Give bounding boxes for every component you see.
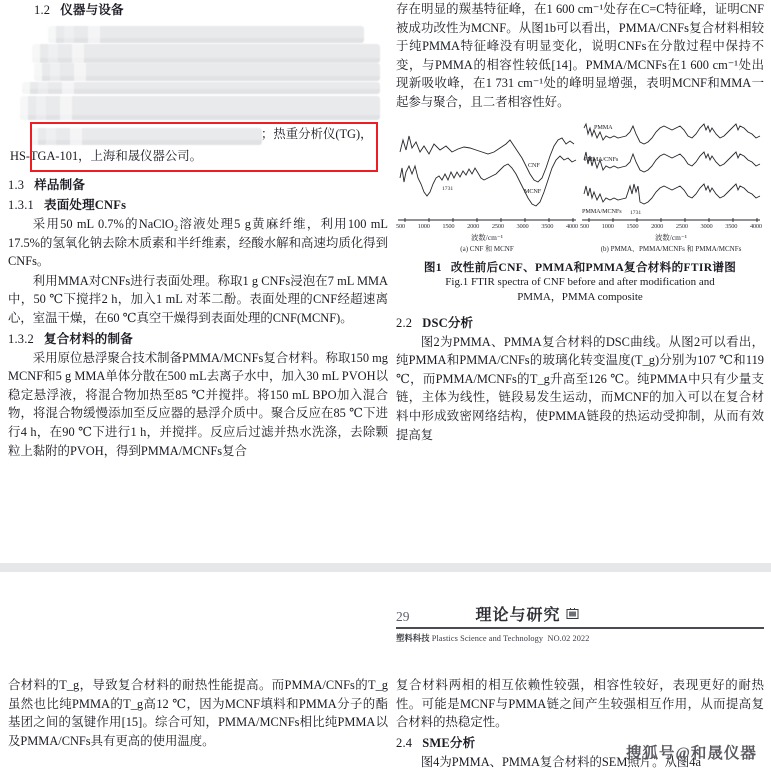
highlighted-instrument-line: HS-TGA-101，上海和晟仪器公司。 — [10, 149, 203, 163]
running-head-row — [396, 602, 764, 627]
heading-1-2-title: 仪器与设备 — [60, 3, 124, 17]
heading-1-3-2-title: 复合材料的制备 — [44, 331, 133, 346]
heading-1-3-2-number: 1.3.2 — [8, 331, 34, 346]
paragraph-1-3-2-a: 采用原位悬浮聚合技术制备PMMA/MCNFs复合材料。称取150 mg MCNF和5 g MMA单体分散在500 mL去离子水中，加入30 mL PVOH以稳定悬浮液，将混合物加热至85 ℃并搅拌。将150 mL BPO加入混合物，将混合物缓慢添加至反应器的悬浮介质中。聚合反应在85 ℃下进行4 h，在90 ℃下进行1 h，并搅拌。反应后过滤并热水洗涤，去除颗粒上黏附的PVOH，得到PMMA/MCNFs复合 — [8, 350, 388, 458]
paragraph-bottom-left: 合材料的T_g，导致复合材料的耐热性能提高。而PMMA/CNFs的T_g虽然也比纯PMMA的T_g高12 ℃，因为MCNF填料和PMMA分子的酯基团之间的氢键作用[15]。综合可知，PMMA/MCNFs相比纯PMMA以及PMMA/CNFs具有更高的使用温度。 — [8, 678, 388, 748]
curve-label-pmma: PMMA — [594, 123, 613, 131]
running-head-title-text: 理论与研究 — [475, 607, 561, 624]
figure-1-caption — [396, 259, 764, 305]
figure-1 — [396, 122, 764, 305]
x-axis-ticks-a — [396, 223, 578, 230]
tick-b-1: 1000 — [601, 222, 614, 230]
tick-a-3: 2000 — [467, 222, 480, 230]
heading-2-4-number: 2.4 — [396, 735, 413, 750]
right-column-top — [396, 0, 764, 444]
journal-name-en: Plastics Science and Technology — [431, 633, 544, 643]
left-column-bottom — [8, 676, 388, 750]
mosaic-band-1 — [48, 26, 364, 43]
x-axis-title-b: 波数/cm⁻¹ — [655, 232, 687, 242]
x-axis-ticks-b — [580, 223, 762, 230]
curve-label-cnf: CNF — [528, 161, 540, 169]
heading-1-2 — [34, 0, 388, 18]
tick-a-0: 500 — [396, 222, 405, 230]
tick-a-6: 3500 — [541, 222, 554, 230]
heading-2-4-title: SME分析 — [422, 735, 476, 750]
running-head — [396, 602, 764, 644]
running-head-title — [476, 602, 579, 625]
mosaic-band-5 — [20, 96, 380, 120]
x-axis-title-a: 波数/cm⁻¹ — [471, 232, 503, 242]
heading-1-3-title: 样品制备 — [34, 178, 86, 192]
heading-1-3 — [8, 175, 388, 193]
paragraph-ftir-discussion: 存在明显的羰基特征峰，在1 600 cm⁻¹处存在C=C特征峰，证明CNF被成功改性为MCNF。从图1b可以看出，PMMA/CNFs复合材料相较于纯PMMA特征峰没有明显变化，说明CNFs在分散过程中保持不变，与PMMA的相容性较低[14]。PMMA/MCNFs在1 600 cm⁻¹处出现新吸收峰，在1 731 cm⁻¹处的峰明显增强，表明MCNF和MMA一起参与聚合，且二者相容性好。 — [396, 2, 764, 109]
heading-1-3-1 — [8, 195, 388, 213]
mosaic-band-3 — [34, 63, 380, 81]
axis-line-a — [396, 218, 578, 222]
tick-a-1: 1000 — [417, 222, 430, 230]
paragraph-2-4-a: 图4为PMMA、PMMA复合材料的SEM照片。从图4a — [420, 754, 701, 769]
mosaic-band-2 — [32, 44, 380, 63]
mosaic-band-4 — [22, 82, 380, 94]
figure-1-panel-a — [396, 122, 578, 254]
watermark: 搜狐号@和晟仪器 — [626, 745, 757, 762]
heading-2-2-number: 2.2 — [396, 315, 413, 330]
redacted-tail-text: ；热重分析仪(TG)， — [261, 127, 373, 141]
paragraph-bottom-right: 复合材料两相的相互依赖性较强，相容性较好，表现更好的耐热性。可能是MCNF与PMMA链之间产生较强相互作用，从而提高复合材料的热稳定性。 — [396, 678, 764, 730]
panel-caption-a: (a) CNF 和 MCNF — [460, 244, 514, 253]
peak-label-1731-b: 1731 — [630, 209, 642, 216]
redacted-instrument-list — [8, 20, 388, 124]
journal-name-cn: 塑料科技 — [396, 633, 430, 643]
tick-b-5: 3000 — [700, 222, 713, 230]
curve-label-mcnf: MCNF — [524, 187, 542, 195]
heading-1-3-1-title: 表面处理CNFs — [44, 198, 127, 212]
tick-a-2: 1500 — [442, 222, 455, 230]
journal-issue: NO.02 2022 — [547, 633, 590, 643]
figure-1-caption-en-line2: PMMA，PMMA composite — [517, 290, 643, 303]
heading-2-2 — [396, 313, 764, 331]
paragraph-2-2-a: 图2为PMMA、PMMA复合材料的DSC曲线。从图2可以看出，纯PMMA和PMMA/CNFs的玻璃化转变温度(T_g)分别为107 ℃和119 ℃，而PMMA/MCNFs的T_g升高至126 ℃。纯PMMA中只有少量支链，主体为线性，链段易发生运动，而MCNF的加入可以在复合材料中形成致密网络结构，使PMMA链段的热运动受抑制，从而有效提高复 — [396, 334, 764, 442]
curve-label-pmma-cnfs: PMMA/CNFs — [584, 155, 619, 163]
page-number: 29 — [396, 609, 410, 624]
tick-a-4: 2500 — [491, 222, 504, 230]
tick-b-2: 1500 — [626, 222, 639, 230]
heading-1-2-number: 1.2 — [34, 3, 51, 17]
page-divider — [0, 563, 771, 572]
ftir-plot-b — [580, 122, 762, 218]
heading-1-3-number: 1.3 — [8, 178, 25, 192]
journal-logo-icon — [566, 607, 579, 620]
figure-1-panels — [396, 122, 764, 254]
highlighted-region — [8, 124, 388, 176]
mosaic-band-6 — [30, 128, 262, 145]
tick-b-6: 3500 — [725, 222, 738, 230]
figure-1-caption-cn-text: 改性前后CNF、PMMA和PMMA复合材料的FTIR谱图 — [450, 260, 737, 274]
figure-1-caption-cn — [396, 259, 764, 275]
heading-2-2-title: DSC分析 — [422, 315, 474, 330]
ftir-plot-a — [396, 122, 578, 218]
panel-caption-b: (b) PMMA、PMMA/MCNFs 和 PMMA/MCNFs — [600, 244, 742, 253]
running-head-journal — [396, 629, 764, 644]
tick-b-0: 500 — [580, 222, 589, 230]
tick-a-7: 4000 — [565, 222, 578, 230]
tick-b-7: 4000 — [749, 222, 762, 230]
tick-b-3: 2000 — [651, 222, 664, 230]
tick-a-5: 3000 — [516, 222, 529, 230]
figure-1-label: 图1 — [423, 260, 442, 274]
heading-1-3-2 — [8, 329, 388, 347]
paragraph-1-3-1-b: 利用MMA对CNFs进行表面处理。称取1 g CNFs浸泡在7 mL MMA中，50 ℃下搅拌2 h，加入1 mL 对苯二酚。表面处理的CNF经超速离心，室温干燥，在60 ℃真空干燥得到表面处理的CNF(MCNF)。 — [8, 273, 388, 325]
tick-b-4: 2500 — [675, 222, 688, 230]
left-column-top — [8, 0, 388, 460]
figure-1-panel-b — [580, 122, 762, 254]
paragraph-1-3-1-a: 采用50 mL 0.7%的NaClO₂溶液处理5 g黄麻纤维，利用100 mL 17.5%的氢氧化钠去除木质素和半纤维素，经酸水解和高速均质化得到CNFs。 — [8, 217, 388, 269]
axis-line-b — [580, 218, 762, 222]
peak-label-1731-a: 1731 — [442, 185, 454, 192]
figure-1-caption-en-line1: Fig.1 FTIR spectra of CNF before and after modification and — [445, 275, 715, 288]
heading-1-3-1-number: 1.3.1 — [8, 198, 34, 212]
curve-label-pmma-mcnfs: PMMA/MCNFs — [582, 207, 622, 215]
